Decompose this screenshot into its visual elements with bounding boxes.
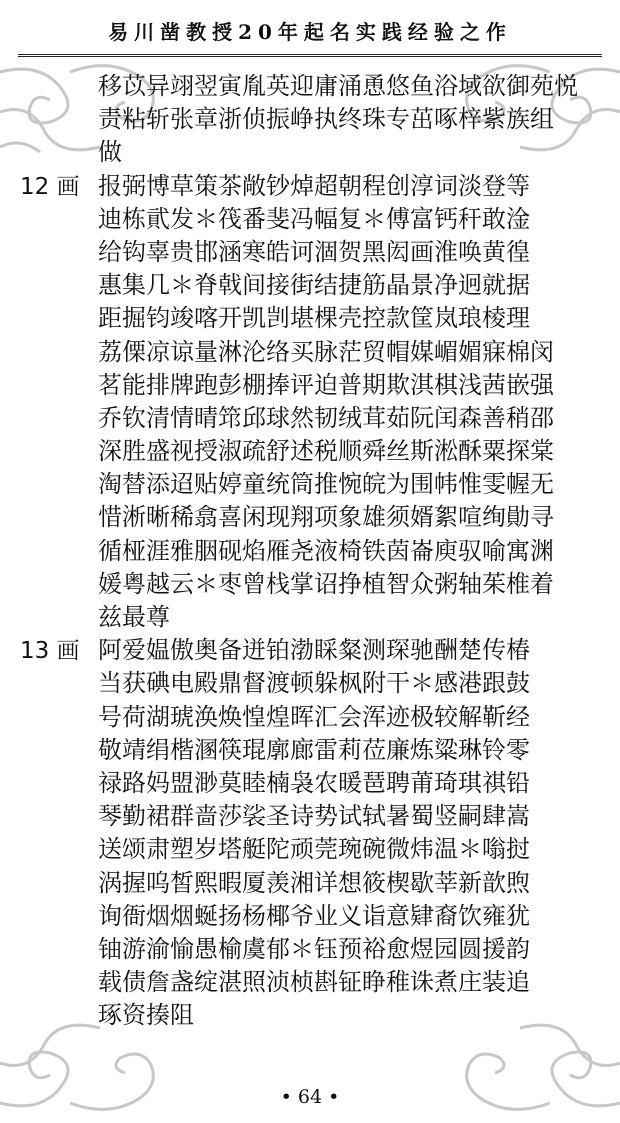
char-line: 荔傈凉谅量淋沦络买脉茫贸帽媒嵋媚寐棉闵 (98, 337, 554, 366)
char-line: 距掘钧竣喀开凯剀堪棵壳控款筐岚琅棱理 (98, 304, 530, 333)
char-line: 淘替添迢贴婷童统筒推惋皖为围帏惟雯幄无 (98, 470, 554, 499)
char-line: 敬靖绢楷溷筷琨廓廊雷莉莅廉炼粱琳铃零 (98, 735, 530, 764)
stroke-count-label-13: 13 画 (20, 638, 80, 665)
char-line: 阿爱媪傲奥备迸铂渤睬粲测琛驰酬楚传椿 (98, 636, 530, 665)
stroke-12-first-line (20, 170, 600, 203)
char-line: 当获碘电殿鼎督渡顿躲枫附干＊感港跟鼓 (98, 669, 530, 698)
char-line: 铀游渝愉愚榆虞郁＊钰预裕愈煜园圆援韵 (98, 934, 530, 963)
char-line: 送颂肃塑岁塔艇陀顽莞琬碗微炜温＊嗡挝 (98, 835, 530, 864)
char-line: 给钩辜贵邯涵寒皓诃涸贺黑闳画淮唤黄徨 (98, 237, 530, 266)
char-line: 询衙烟烟蜒扬杨椰爷业义诣意肄裔饮雍犹 (98, 901, 530, 930)
char-line: 惜淅晰稀翕喜闲现翔项象雄须婿絮喧绚勛寻 (98, 503, 554, 532)
stroke-13-first-line (20, 634, 600, 667)
continuation-line: 做 (98, 138, 122, 167)
stroke-count-label-12: 12 画 (20, 173, 80, 200)
continuation-line: 责粘斩张章浙侦振峥执终珠专茁啄梓紫族组 (98, 105, 554, 134)
char-line: 深胜盛视授淑疏舒述税顺舜丝斯淞酥粟探棠 (98, 437, 554, 466)
running-header (18, 10, 602, 57)
char-line: 惠集几＊脊戟间接街结捷筋晶景净迥就据 (98, 271, 530, 300)
character-list (20, 70, 600, 1032)
char-line: 迪栋貮发＊筏番斐冯幅复＊傅富钙秆敢淦 (98, 204, 530, 233)
char-line: 媛粤越云＊枣曾栈掌诏挣植智众粥轴茱椎着 (98, 569, 554, 598)
char-line: 循桠涯雅胭砚焰雁尧液椅铁茵崙庾驭喻寓渊 (98, 536, 554, 565)
char-line: 乔钦清情晴筇邱球然韧绒茸茹阮闰森善稍邵 (98, 403, 554, 432)
continuation-line: 移苡异翊翌寅胤英迎庸涌恿悠鱼浴域欲御苑悦 (98, 72, 578, 100)
header-title: 易川凿教授20年起名实践经验之作 (108, 20, 512, 44)
char-line: 兹最尊 (98, 603, 170, 631)
char-line: 禄路妈盟渺莫睦楠袅农暖琶聘莆琦琪祺铅 (98, 768, 530, 797)
char-line: 报弼博草策茶敞钞焯超朝程创淳词淡登等 (98, 171, 530, 200)
char-line: 琴勤裙群啬莎裟圣诗势试轼暑蜀竖嗣肆嵩 (98, 802, 530, 831)
char-line: 号荷湖琥涣焕惶煌晖汇会浑迹极较解靳经 (98, 702, 530, 731)
char-line: 茗能排牌跑彭棚捧评迫普期欺淇棋浅茜嵌强 (98, 370, 554, 399)
char-line: 涡握呜皙熙暇厦羡湘详想筱楔歇莘新歆煦 (98, 868, 530, 897)
char-line: 琢资揍阻 (98, 1001, 194, 1030)
page-number: • 64 • (280, 1086, 340, 1108)
page-footer (0, 1086, 620, 1108)
char-line: 载债詹盏绽湛照浈桢斟钲睁稚诛煮庄装追 (98, 968, 530, 997)
